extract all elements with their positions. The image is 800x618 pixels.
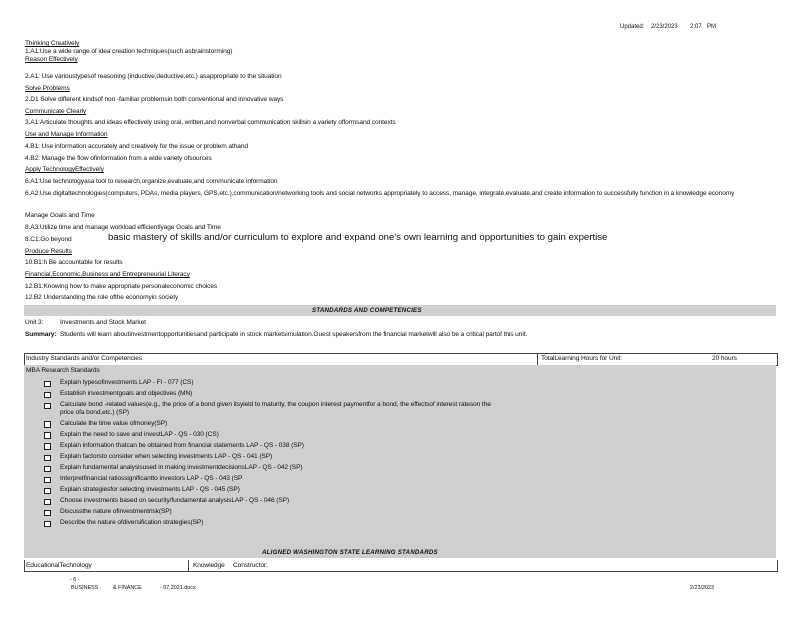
bullet-icon [44,421,51,428]
bullet-icon [44,381,51,388]
competency-line: 12.B1:Knowing how to make appropriate personaleconomic choices [25,283,218,290]
competency-line: 6.A1:Use technologyasa tool to research,organize,evaluate,and communicate information [25,178,278,185]
bullet-icon [44,466,51,473]
section-title-thinking: Thinking Creatively [25,40,80,47]
section-title-goals: Manage Goals and Time [25,212,95,219]
footer-doc-name: - 07.2021.docx [160,585,196,591]
bullet-icon [44,443,51,450]
competency-line: 4.B1: Use information accurately and creatively for the issue or problem athand [25,143,249,150]
section-title-literacy: Financial,Economic,Business and Entrepreneurial Literacy [25,271,190,278]
page-number: - 6 - [70,577,80,583]
band-heading-aligned: ALIGNED WASHINGTON STATE LEARNING STANDARDS [262,549,438,556]
mba-standard-item: Explain strategiesfor selecting investments LAP - QS - 045 (SP) [60,486,240,494]
table-divider [537,353,538,365]
unit-title: Investments and Stock Market [60,319,146,326]
constructor-label: Constructor: [233,562,268,569]
section-title-results: Produce Results [25,248,72,255]
bullet-icon [44,455,51,462]
bullet-icon [44,521,51,528]
competency-line: 3.A1:Articulate thoughts and ideas effectively using oral, written,and nonverbal communication skillsin a variety offormsand contexts [25,119,396,126]
section-title-reason: Reason Effectively [25,56,78,63]
mba-standard-item: Discussthe nature ofinvestmentrisk(SP) [60,508,172,516]
mba-standard-item: Explain factorsto consider when selecting investments LAP - QS - 041 (SP) [60,453,273,461]
mba-standard-item: Choose investments based on security/fundamental analysisLAP - QS - 046 (SP) [60,497,290,505]
competency-line: 10.B1:h Be accountable for results [25,259,123,266]
total-hours-label: TotalLearning Hours for Unit: [541,355,623,362]
updated-time: 2:07 [690,24,702,30]
updated-date: 2/23/2023 [651,24,678,30]
section-title-information: Use and Manage Information [25,131,108,138]
total-hours-value: 20 hours [712,355,737,362]
mba-standard-item: Calculate bond -related values(e.g., the price of a bond given itsyield to maturity, the coupon interest paymentfor a bond, the effectsof interest rateson the [60,401,491,409]
unit-label: Unit 3: [25,319,44,326]
competency-line: 2.A1: Use varioustypesof reasoning (inductive,deductive,etc.) asappropriate to the situation [25,73,282,80]
updated-label: Updated: [620,24,645,30]
competency-line: 6.A2:Use digitaltechnologies(computers, PDAs, media players, GPS,etc.),communication/networking tools and social networks appropriately to access, manage, integrate,evaluate,and create information to successfully function in a knowledge economy [25,190,735,197]
bottom-row-divider [188,560,189,572]
mba-standard-item: Establish investmentgoals and objectives (MN) [60,390,193,398]
mba-standard-item: Describe the nature ofdiversification strategies(SP) [60,519,204,527]
bullet-icon [44,403,51,410]
mba-standard-item: price ofa bond,etc.) (SP) [60,409,129,417]
mba-standard-item: Explain information thatcan be obtained from financial statements LAP - QS - 038 (SP) [60,441,304,449]
mba-standard-item: Interpretfinancial ratiossignificantto investors LAP - QS - 043 (SP [60,475,243,483]
section-title-communicate: Communicate Clearly [25,108,87,115]
bullet-icon [44,477,51,484]
mba-title: MBA Research Standards [26,367,100,374]
bottom-row [24,560,778,572]
educational-technology-label: EducationalTechnology [26,562,92,569]
updated-ampm: PM [707,24,716,30]
mba-standard-item: Explain fundamental analysisused in making investmentdecisionsLAP - QS - 042 (SP) [60,464,303,472]
footer-doc-left: BUSINESS [71,585,99,591]
summary-label: Summary: [25,331,57,338]
competency-line: 2.D1 Solve different kindsof non -familiar problemsin both conventional and innovative ways [25,96,284,103]
summary-text: Students will learn aboutinvestmentopportunitiesand participate in stock marketsimulation.Guest speakersfrom the financial marketwill also be a critical partof this unit. [60,331,528,338]
bullet-icon [44,392,51,399]
competency-line: 1.A1:Use a wide range of idea creation techniques(such asbrainstorming) [25,48,233,55]
footer-date: 2/23/2023 [690,585,714,591]
competency-line: 8.A3:Utilize time and manage workload efficientlyage Goals and Time [25,224,221,231]
competency-line: 12.B2 Understanding the role ofthe economyin society [25,294,179,301]
band-heading-standards: STANDARDS AND COMPETENCIES [312,307,422,314]
section-title-solve: Solve Problems [25,85,70,92]
competency-line: 4.B2: Manage the flow ofinformation from a wide variety ofsources [25,155,212,162]
section-title-technology: Apply TechnologyEffectively [25,166,104,173]
bullet-icon [44,499,51,506]
mba-standard-item: Explain typesofinvestments LAP - FI - 077 (CS) [60,379,194,386]
knowledge-label: Knowledge [193,562,225,569]
industry-standards-label: Industry Standards and/or Competencies [26,355,143,362]
competency-line-large: basic mastery of skills and/or curriculum to explore and expand one's own learning and opportunities to gain expertise [108,232,608,243]
competency-line: 8.C1:Go beyond [25,236,72,243]
bullet-icon [44,510,51,517]
bullet-icon [44,432,51,439]
bullet-icon [44,488,51,495]
mba-standard-item: Calculate the time value ofmoney(SP) [60,419,168,427]
mba-standard-item: Explain the need to save and investLAP - QS - 030 (CS) [60,430,219,438]
footer-doc-amp: & FINANCE [113,585,142,591]
